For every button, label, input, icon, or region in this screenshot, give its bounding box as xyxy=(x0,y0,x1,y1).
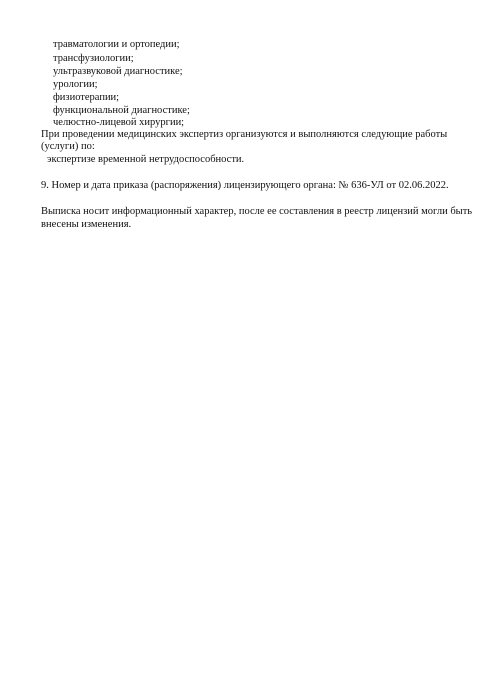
expertise-item: экспертизе временной нетрудоспособности. xyxy=(47,154,245,165)
list-item-ultrasound-diagnostics: ультразвуковой диагностике; xyxy=(53,66,183,77)
notice-line-2: внесены изменения. xyxy=(41,219,132,230)
list-item-functional-diagnostics: функциональной диагностике; xyxy=(53,105,190,116)
expertise-paragraph-line-2: (услуги) по: xyxy=(41,141,95,152)
license-order-line: 9. Номер и дата приказа (распоряжения) лицензирующего органа: № 636-УЛ от 02.06.2022. xyxy=(41,180,449,191)
notice-line-1: Выписка носит информационный характер, после ее составления в реестр лицензий могли быть xyxy=(41,206,473,217)
list-item-maxillofacial-surgery: челюстно-лицевой хирургии; xyxy=(53,117,185,128)
list-item-urology: урологии; xyxy=(53,79,98,90)
list-item-traumatology: травматологии и ортопедии; xyxy=(53,39,180,50)
expertise-paragraph-line-1: При проведении медицинских экспертиз организуются и выполняются следующие работы xyxy=(41,129,448,140)
list-item-physiotherapy: физиотерапии; xyxy=(53,92,120,103)
list-item-transfusiology: трансфузиологии; xyxy=(53,53,134,64)
